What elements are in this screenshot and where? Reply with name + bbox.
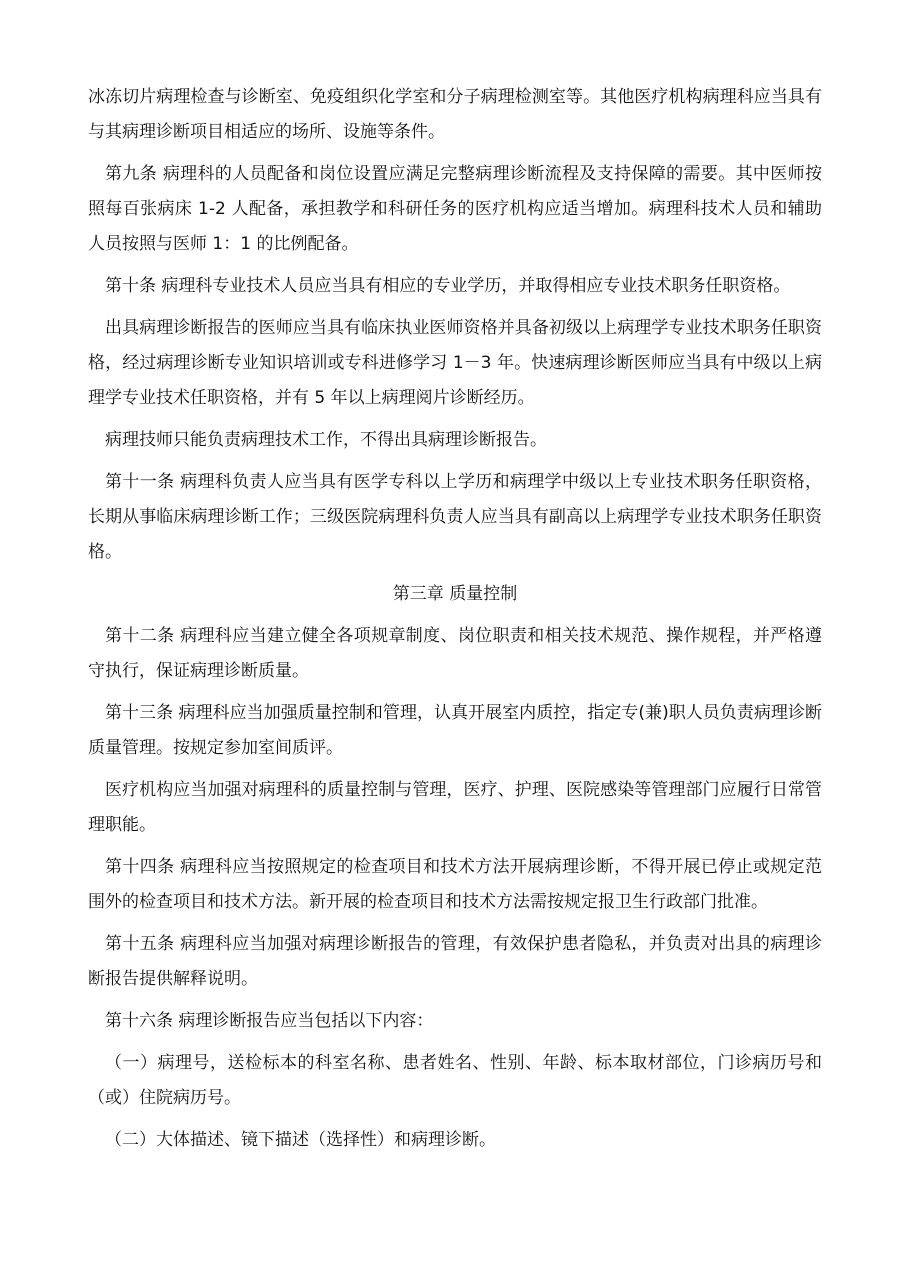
paragraph-article-10: 第十条 病理科专业技术人员应当具有相应的专业学历，并取得相应专业技术职务任职资格。 [105, 276, 791, 296]
paragraph-technician: 病理技师只能负责病理技术工作，不得出具病理诊断报告。 [105, 430, 547, 450]
paragraph-article-13: 第十三条 病理科应当加强质量控制和管理，认真开展室内质控，指定专(兼)职人员负责病理诊断质量管理。按规定参加室间质评。 [88, 703, 822, 758]
paragraph-report-physician: 出具病理诊断报告的医师应当具有临床执业医师资格并具备初级以上病理学专业技术职务任职资格，经过病理诊断专业知识培训或专科进修学习 1－3 年。快速病理诊断医师应当具有中级以上病理学专业技术任职资格，并有 5 年以上病理阅片诊断经历。 [88, 318, 822, 408]
document-page [88, 80, 822, 1165]
paragraph-item-1: （一）病理号，送检标本的科室名称、患者姓名、性别、年龄、标本取材部位，门诊病历号和（或）住院病历号。 [88, 1053, 822, 1108]
paragraph-item-2: （二）大体描述、镜下描述（选择性）和病理诊断。 [105, 1130, 496, 1150]
paragraph-article-14: 第十四条 病理科应当按照规定的检查项目和技术方法开展病理诊断，不得开展已停止或规定范围外的检查项目和技术方法。新开展的检查项目和技术方法需按规定报卫生行政部门批准。 [88, 857, 822, 912]
paragraph-article-12: 第十二条 病理科应当建立健全各项规章制度、岗位职责和相关技术规范、操作规程，并严格遵守执行，保证病理诊断质量。 [88, 626, 822, 681]
chapter-heading: 第三章 质量控制 [392, 584, 518, 604]
paragraph-article-16: 第十六条 病理诊断报告应当包括以下内容： [105, 1011, 434, 1031]
paragraph-article-9: 第九条 病理科的人员配备和岗位设置应满足完整病理诊断流程及支持保障的需要。其中医师按照每百张病床 1-2 人配备，承担教学和科研任务的医疗机构应适当增加。病理科技术人员和辅助人员按照与医师 1：1 的比例配备。 [88, 164, 822, 254]
paragraph-article-11: 第十一条 病理科负责人应当具有医学专科以上学历和病理学中级以上专业技术职务任职资格，长期从事临床病理诊断工作；三级医院病理科负责人应当具有副高以上病理学专业技术职务任职资格。 [88, 472, 822, 562]
paragraph-article-15: 第十五条 病理科应当加强对病理诊断报告的管理，有效保护患者隐私，并负责对出具的病理诊断报告提供解释说明。 [88, 934, 822, 989]
paragraph-continued: 冰冻切片病理检查与诊断室、免疫组织化学室和分子病理检测室等。其他医疗机构病理科应当具有与其病理诊断项目相适应的场所、设施等条件。 [88, 87, 822, 142]
paragraph-institution-management: 医疗机构应当加强对病理科的质量控制与管理，医疗、护理、医院感染等管理部门应履行日常管理职能。 [88, 780, 822, 835]
